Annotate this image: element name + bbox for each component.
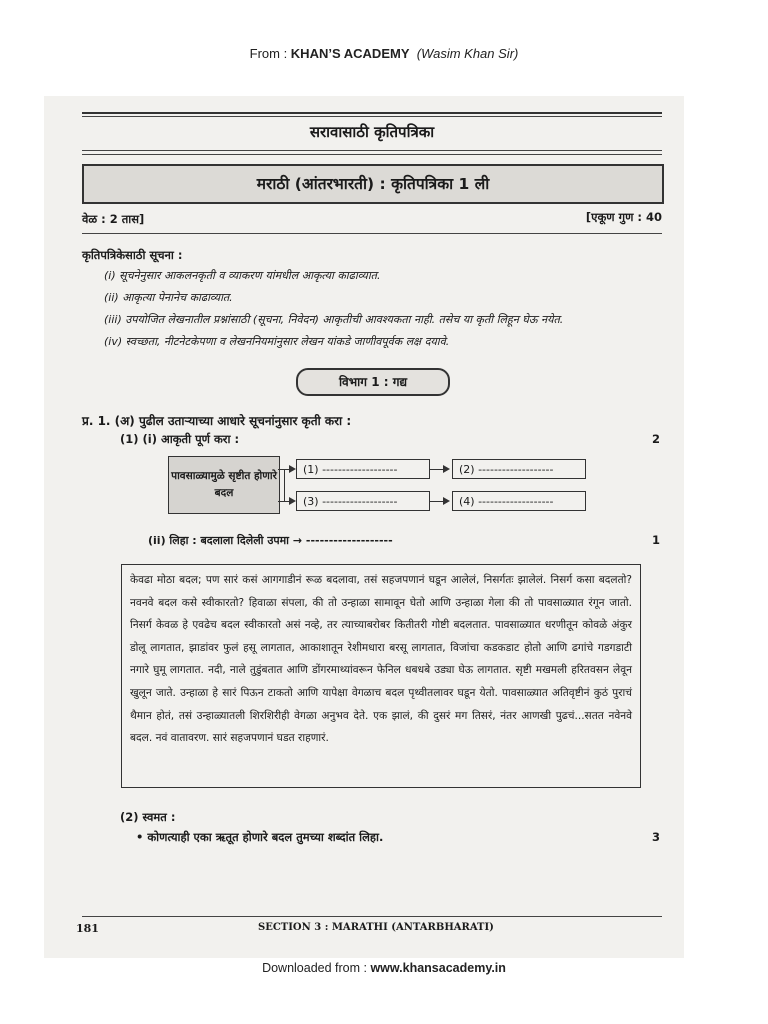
part1-marks: 2	[652, 432, 661, 446]
question2-label: (2) स्वमत :	[120, 810, 176, 824]
instruction-item: (iv) स्वच्छता, नीटनेटकेपणा व लेखननियमांनुसार लेखन यांकडे जाणीवपूर्वक लक्ष दयावे.	[104, 335, 450, 348]
footer-rule	[82, 916, 662, 917]
title-rule-thin	[82, 154, 662, 155]
question2-prompt: • कोणत्याही एका ऋतूत होणारे बदल तुमच्या शब्दांत लिहा.	[136, 830, 384, 844]
instruction-item: (i) सूचनेनुसार आकलनकृती व व्याकरण यांमधील आकृत्या काढाव्यात.	[104, 269, 381, 282]
arrow-icon	[430, 501, 448, 502]
answer-box-3[interactable]: (3) -------------------	[296, 491, 430, 511]
part2-marks: 1	[652, 533, 661, 547]
question1-part1-label: (1) (i) आकृती पूर्ण करा :	[120, 432, 240, 446]
question2-marks: 3	[652, 830, 661, 844]
header-author: (Wasim Khan Sir)	[416, 46, 519, 61]
page-number: 181	[76, 922, 99, 935]
header-academy: KHAN’S ACADEMY	[290, 46, 410, 61]
paper-title: सरावासाठी कृतिपत्रिका	[309, 123, 435, 141]
paper-subtitle: मराठी (आंतरभारती) : कृतिपत्रिका 1 ली	[82, 164, 664, 204]
time-label: वेळ : 2 तास]	[82, 212, 145, 226]
top-rule	[82, 112, 662, 114]
answer-box-2[interactable]: (2) -------------------	[452, 459, 586, 479]
top-rule-thin	[82, 116, 662, 117]
section-footer: SECTION 3 : MARATHI (ANTARBHARATI)	[258, 922, 494, 933]
instruction-item: (ii) आकृत्या पेनानेच काढाव्यात.	[104, 291, 233, 304]
download-footer	[0, 961, 768, 975]
header-prefix: From :	[249, 46, 291, 61]
footer-site-link[interactable]: www.khansacademy.in	[370, 961, 506, 975]
source-header	[0, 46, 768, 61]
question1-heading: प्र. 1. (अ) पुढील उताऱ्याच्या आधारे सूचनांनुसार कृती करा :	[82, 414, 352, 428]
instruction-item: (iii) उपयोजित लेखनातील प्रश्नांसाठी (सूचना, निवेदन) आकृतीची आवश्यकता नाही. तसेच या कृती लिहून घेऊ नयेत.	[104, 313, 564, 326]
footer-prefix: Downloaded from :	[262, 961, 371, 975]
arrow-icon	[278, 469, 294, 470]
instructions-heading: कृतिपत्रिकेसाठी सूचना :	[82, 248, 183, 262]
answer-box-1[interactable]: (1) -------------------	[296, 459, 430, 479]
concept-center-box	[168, 456, 280, 514]
passage-box: केवढा मोठा बदल; पण सारं कसं आगगाडीनं रूळ बदलावा, तसं सहजपणानं घडून आलेलं, निसर्गतः झालेलं. निसर्ग कसा बदलतो? नवनवे बदल कसे स्वीकारतो? हिवाळा संपला, की तो उन्हाळा सामावून घेतो आणि उन्हाळा गेला की तो पावसाळ्यात रंगून जातो. निसर्ग केवळ हे एवढेच बदल स्वीकारतो असं नव्हे, तर त्याच्याबरोबर कितीतरी गोष्टी बदलतात. पावसाळ्यात धरणीतून कोवळे अंकुर डोलू लागतात, झाडांवर फुलं हसू लागतात, आकाशातून रेशीमधारा बरसू लागतात, विजांचा कडकडाट होतो आणि ढगांचे गडगडाटी नगारे घुमू लागतात. नदी, नाले तुडुंबतात आणि डोंगरमाथ्यांवरून फेनिल धबधबे उड्या घेऊ लागतात. सृष्टी मखमली हरितवसन लेवून खुलून जाते. उन्हाळा हे सारं पिऊन टाकतो आणि यापेक्षा वेगळाच बदल पृथ्वीतलावर घडून येतो. पावसाळ्यात अतिवृष्टीनं कुठं पुराचं थैमान होतं, तसं उन्हाळ्यातली शिरशिरीही वेगळा अनुभव देते. एक झालं, की दुसरं मग तिसरं, नंतर आणखी पुढचं...सतत नवेनवे बदल. नवं वातावरण. सारं सहजपणानं घडत राहणारं.	[121, 564, 641, 788]
title-rule	[82, 150, 662, 151]
arrow-icon	[430, 469, 448, 470]
section-label: विभाग 1 : गद्य	[296, 368, 450, 396]
concept-center-text: पावसाळ्यामुळे सृष्टीत होणारे बदल	[171, 470, 277, 499]
total-marks: [एकूण गुण : 40	[585, 210, 662, 224]
question1-part2: (ii) लिहा : बदलाला दिलेली उपमा → -------------------	[148, 534, 393, 547]
header-divider	[82, 233, 662, 234]
connector-line	[284, 469, 285, 501]
arrow-icon	[278, 501, 294, 502]
answer-box-4[interactable]: (4) -------------------	[452, 491, 586, 511]
